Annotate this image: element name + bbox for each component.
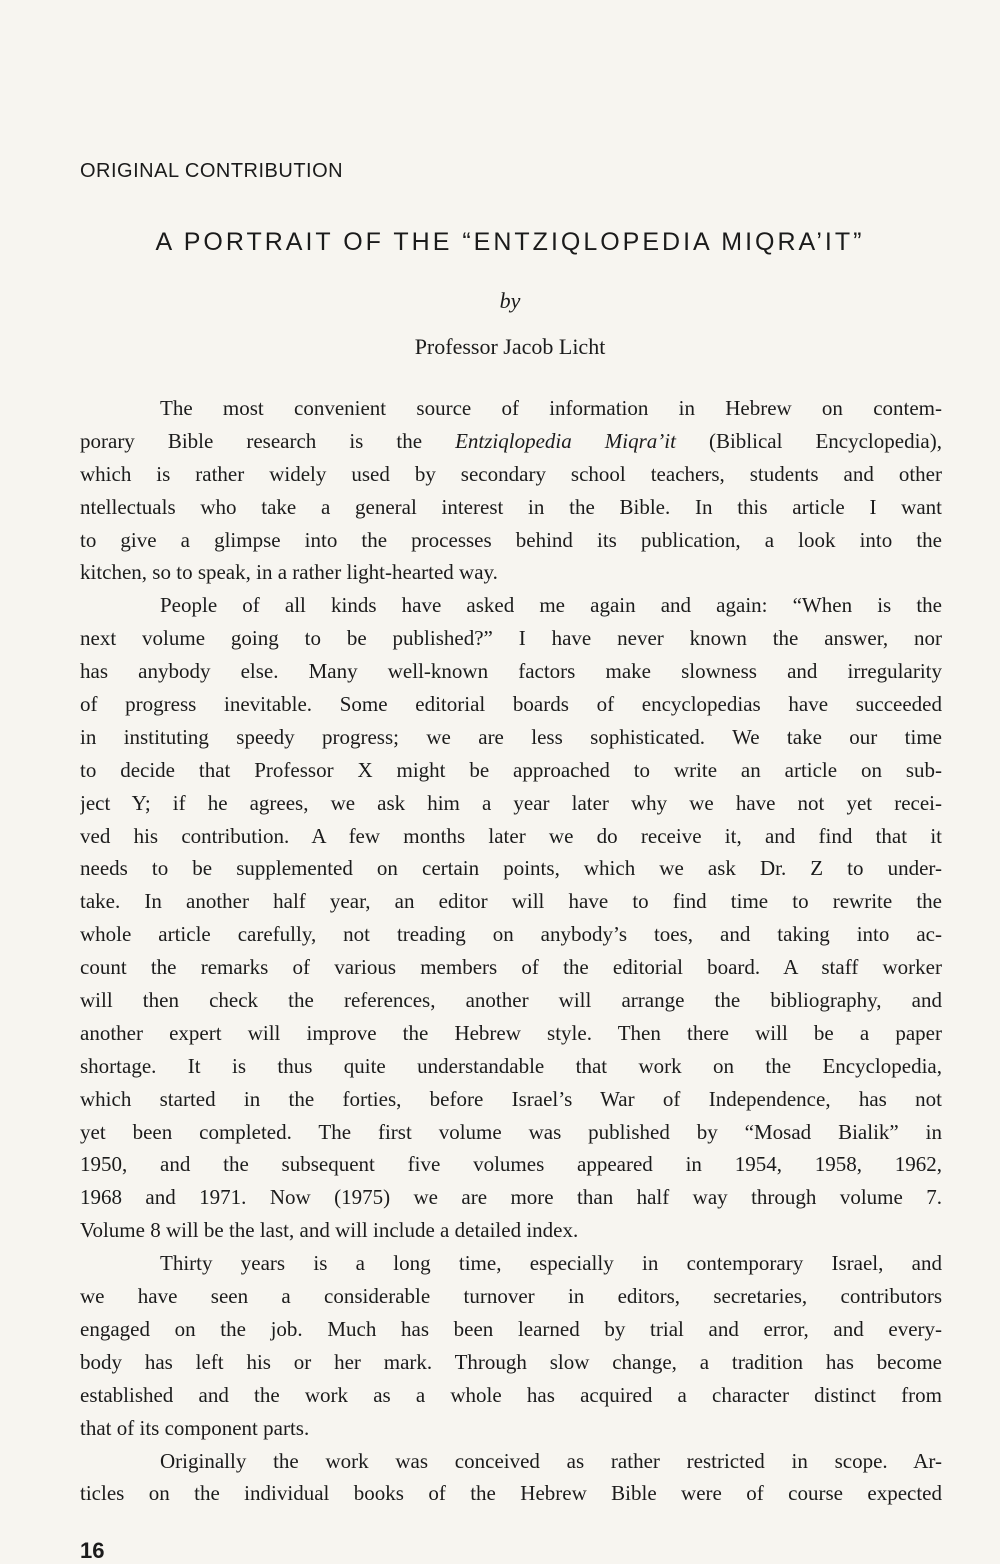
body-line: has anybody else. Many well-known factors make slowness and irregularity: [80, 659, 942, 684]
body-line: count the remarks of various members of the editorial board. A staff worker: [80, 955, 942, 980]
body-line: ticles on the individual books of the Hebrew Bible were of course expected: [80, 1481, 942, 1506]
article-body: [80, 392, 942, 1510]
section-label: ORIGINAL CONTRIBUTION: [80, 160, 344, 182]
body-line: in instituting speedy progress; we are less sophisticated. We take our time: [80, 724, 942, 749]
body-line: next volume going to be published?” I have never known the answer, nor: [80, 626, 942, 651]
body-line: which is rather widely used by secondary school teachers, students and other: [80, 461, 942, 486]
page-number: 16: [80, 1538, 105, 1563]
body-line: body has left his or her mark. Through slow change, a tradition has become: [80, 1349, 942, 1374]
body-line: shortage. It is thus quite understandable that work on the Encyclopedia,: [80, 1053, 942, 1078]
body-line: will then check the references, another will arrange the bibliography, and: [80, 988, 942, 1013]
body-line: engaged on the job. Much has been learned by trial and error, and every-: [80, 1316, 942, 1341]
body-line: we have seen a considerable turnover in editors, secretaries, contributors: [80, 1284, 942, 1309]
body-line: 1950, and the subsequent five volumes appeared in 1954, 1958, 1962,: [80, 1152, 942, 1177]
body-line: to decide that Professor X might be approached to write an article on sub-: [80, 757, 942, 782]
body-line: Originally the work was conceived as rather restricted in scope. Ar-: [160, 1448, 942, 1473]
body-line: to give a glimpse into the processes behind its publication, a look into the: [80, 527, 942, 552]
body-line: which started in the forties, before Israel’s War of Independence, has not: [80, 1086, 942, 1111]
body-line: ved his contribution. A few months later we do receive it, and find that it: [80, 823, 942, 848]
body-line: Volume 8 will be the last, and will include a detailed index.: [80, 1218, 579, 1243]
body-line: another expert will improve the Hebrew style. Then there will be a paper: [80, 1020, 942, 1045]
italic-title: Entziqlopedia Miqra’it: [455, 428, 676, 453]
article-title: A PORTRAIT OF THE “ENTZIQLOPEDIA MIQRA’IT”: [155, 228, 865, 256]
body-line: 1968 and 1971. Now (1975) we are more than half way through volume 7.: [80, 1185, 942, 1210]
byline-by: by: [499, 288, 521, 313]
body-line: porary Bible research is the Entziqlopedia Miqra’it (Biblical Encyclopedia),: [80, 428, 942, 453]
body-line: established and the work as a whole has acquired a character distinct from: [80, 1382, 942, 1407]
body-line: needs to be supplemented on certain points, which we ask Dr. Z to under-: [80, 856, 942, 881]
byline-author: Professor Jacob Licht: [414, 334, 606, 359]
body-line: The most convenient source of information in Hebrew on contem-: [160, 396, 942, 420]
body-line: that of its component parts.: [80, 1415, 310, 1440]
body-line: ntellectuals who take a general interest in the Bible. In this article I want: [80, 494, 942, 519]
body-line: take. In another half year, an editor will have to find time to rewrite the: [80, 889, 942, 914]
body-line: of progress inevitable. Some editorial boards of encyclopedias have succeeded: [80, 692, 942, 717]
body-line: whole article carefully, not treading on anybody’s toes, and taking into ac-: [80, 922, 942, 947]
body-line: yet been completed. The first volume was published by “Mosad Bialik” in: [80, 1119, 942, 1144]
body-line: ject Y; if he agrees, we ask him a year later why we have not yet recei-: [80, 790, 942, 815]
body-line: kitchen, so to speak, in a rather light-hearted way.: [80, 560, 498, 585]
body-line: Thirty years is a long time, especially in contemporary Israel, and: [160, 1251, 942, 1276]
body-line: People of all kinds have asked me again and again: “When is the: [160, 593, 942, 618]
